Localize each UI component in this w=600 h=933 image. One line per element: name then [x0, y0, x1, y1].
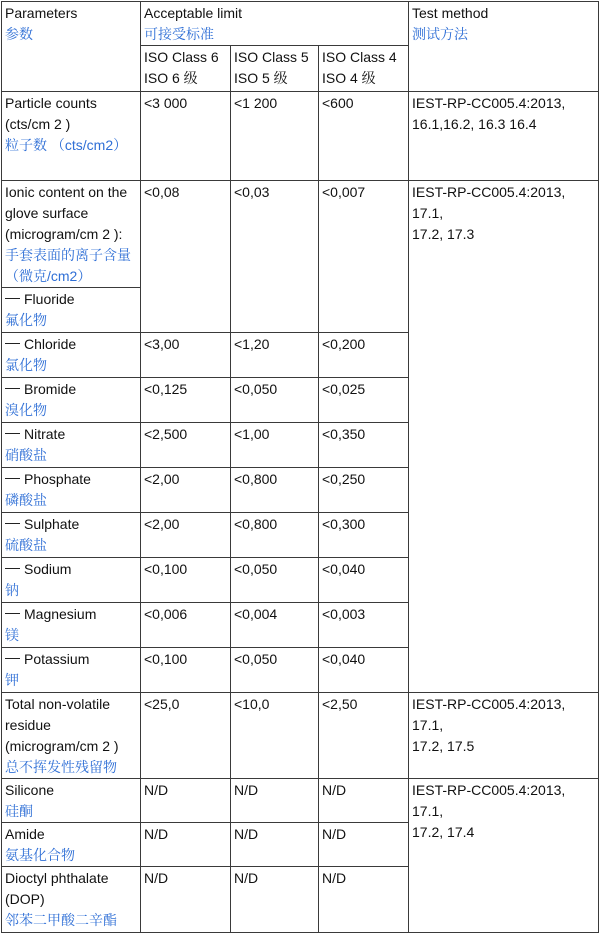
bromide-zh: 溴化物 — [5, 402, 47, 418]
potassium-class5: <0,050 — [231, 648, 319, 693]
chloride-class4: <0,200 — [319, 333, 409, 378]
amide-class5: N/D — [231, 823, 319, 867]
nitrate-class4: <0,350 — [319, 423, 409, 468]
row-particle-counts — [2, 92, 599, 181]
dash-icon — [5, 478, 20, 479]
amide-param — [2, 823, 141, 867]
header-method — [409, 2, 599, 92]
dash-icon — [5, 613, 20, 614]
magnesium-param — [2, 603, 141, 648]
nvr-method-line3: 17.2, 17.5 — [412, 738, 475, 754]
phosphate-class6: <2,00 — [141, 468, 231, 513]
dash-icon — [5, 298, 20, 299]
silicone-param — [2, 779, 141, 823]
chloride-en: Chloride — [24, 336, 77, 352]
sulphate-param — [2, 513, 141, 558]
sulphate-class5: <0,800 — [231, 513, 319, 558]
dash-icon — [5, 433, 20, 434]
particle-method — [409, 92, 599, 181]
row-nvr — [2, 693, 599, 779]
ionic-param — [2, 181, 141, 288]
magnesium-class4: <0,003 — [319, 603, 409, 648]
sodium-zh: 钠 — [5, 582, 19, 598]
particle-class5: <1 200 — [231, 92, 319, 181]
nvr-class5: <10,0 — [231, 693, 319, 779]
header-class-4 — [319, 46, 409, 92]
magnesium-zh: 镁 — [5, 627, 19, 643]
nvr-method — [409, 693, 599, 779]
magnesium-en: Magnesium — [24, 606, 97, 622]
silicone-class4: N/D — [319, 779, 409, 823]
magnesium-class6: <0,006 — [141, 603, 231, 648]
fluoride-zh: 氟化物 — [5, 312, 47, 328]
nvr-param — [2, 693, 141, 779]
phosphate-param — [2, 468, 141, 513]
chloride-zh: 氯化物 — [5, 357, 47, 373]
phosphate-zh: 磷酸盐 — [5, 492, 47, 508]
dop-en: Dioctyl phthalate (DOP) — [5, 870, 109, 907]
ionic-method-line3: 17.2, 17.3 — [412, 226, 475, 242]
extractables-method-line3: 17.2, 17.4 — [412, 824, 475, 840]
dash-icon — [5, 343, 20, 344]
class-4-line1: ISO Class 4 — [322, 49, 397, 65]
header-limit-zh: 可接受标准 — [144, 26, 214, 42]
class-6-line1: ISO Class 6 — [144, 49, 219, 65]
class-5-line2: ISO 5 级 — [234, 70, 288, 86]
nvr-class4: <2,50 — [319, 693, 409, 779]
chloride-param — [2, 333, 141, 378]
extractables-method-line2: 17.1, — [412, 803, 444, 819]
extractables-method-line1: IEST-RP-CC005.4:2013, — [412, 782, 566, 798]
potassium-zh: 钾 — [5, 672, 19, 688]
sulphate-en: Sulphate — [24, 516, 80, 532]
potassium-en: Potassium — [24, 651, 90, 667]
bromide-param — [2, 378, 141, 423]
dop-class4: N/D — [319, 867, 409, 933]
dop-zh: 邻苯二甲酸二辛酯 — [5, 912, 117, 928]
nitrate-en: Nitrate — [24, 426, 66, 442]
amide-class6: N/D — [141, 823, 231, 867]
potassium-class6: <0,100 — [141, 648, 231, 693]
header-parameters — [2, 2, 141, 92]
fluoride-en: Fluoride — [24, 291, 75, 307]
particle-param-en: Particle counts (cts/cm 2 ) — [5, 95, 97, 132]
dop-class5: N/D — [231, 867, 319, 933]
header-method-zh: 测试方法 — [412, 26, 468, 42]
dash-icon — [5, 658, 20, 659]
header-parameters-zh: 参数 — [5, 26, 33, 42]
ionic-class5: <0,03 — [231, 181, 319, 333]
particle-class6: <3 000 — [141, 92, 231, 181]
header-limit — [141, 2, 409, 46]
silicone-class6: N/D — [141, 779, 231, 823]
chloride-class5: <1,20 — [231, 333, 319, 378]
sodium-class5: <0,050 — [231, 558, 319, 603]
silicone-class5: N/D — [231, 779, 319, 823]
fluoride-param — [2, 288, 141, 333]
chloride-class6: <3,00 — [141, 333, 231, 378]
sulphate-class4: <0,300 — [319, 513, 409, 558]
header-parameters-en: Parameters — [5, 5, 78, 21]
nvr-class6: <25,0 — [141, 693, 231, 779]
sulphate-zh: 硫酸盐 — [5, 537, 47, 553]
sodium-en: Sodium — [24, 561, 72, 577]
dash-icon — [5, 568, 20, 569]
dash-icon — [5, 523, 20, 524]
sodium-param — [2, 558, 141, 603]
ionic-class4: <0,007 — [319, 181, 409, 333]
nitrate-class5: <1,00 — [231, 423, 319, 468]
phosphate-class4: <0,250 — [319, 468, 409, 513]
silicone-zh: 硅酮 — [5, 803, 33, 819]
nvr-method-line2: 17.1, — [412, 717, 444, 733]
nvr-param-en: Total non-volatile residue (microgram/cm 2 ) — [5, 696, 119, 754]
extractables-method — [409, 779, 599, 933]
nvr-method-line1: IEST-RP-CC005.4:2013, — [412, 696, 566, 712]
ionic-method-line2: 17.1, — [412, 205, 444, 221]
glove-spec-table — [1, 1, 599, 933]
magnesium-class5: <0,004 — [231, 603, 319, 648]
particle-param-zh: 粒子数 （cts/cm2） — [5, 137, 128, 153]
row-silicone — [2, 779, 599, 823]
phosphate-class5: <0,800 — [231, 468, 319, 513]
particle-param — [2, 92, 141, 181]
nvr-param-zh: 总不挥发性残留物 — [5, 759, 117, 775]
amide-zh: 氨基化合物 — [5, 847, 75, 863]
potassium-class4: <0,040 — [319, 648, 409, 693]
ionic-class6: <0,08 — [141, 181, 231, 333]
sodium-class6: <0,100 — [141, 558, 231, 603]
dash-icon — [5, 388, 20, 389]
dop-class6: N/D — [141, 867, 231, 933]
particle-method-line1: IEST-RP-CC005.4:2013, — [412, 95, 566, 111]
ionic-param-zh: 手套表面的离子含量（微克/cm2） — [5, 247, 131, 284]
class-4-line2: ISO 4 级 — [322, 70, 376, 86]
particle-class4: <600 — [319, 92, 409, 181]
header-class-6 — [141, 46, 231, 92]
header-limit-en: Acceptable limit — [144, 5, 243, 21]
row-ionic-content — [2, 181, 599, 288]
header-method-en: Test method — [412, 5, 489, 21]
phosphate-en: Phosphate — [24, 471, 91, 487]
sodium-class4: <0,040 — [319, 558, 409, 603]
particle-method-line2: 16.1,16.2, 16.3 16.4 — [412, 116, 537, 132]
amide-en: Amide — [5, 826, 45, 842]
ionic-method — [409, 181, 599, 693]
bromide-en: Bromide — [24, 381, 77, 397]
bromide-class4: <0,025 — [319, 378, 409, 423]
class-5-line1: ISO Class 5 — [234, 49, 309, 65]
silicone-en: Silicone — [5, 782, 55, 798]
potassium-param — [2, 648, 141, 693]
nitrate-class6: <2,500 — [141, 423, 231, 468]
ionic-param-en: Ionic content on the glove surface (microgram/cm 2 ): — [5, 184, 128, 242]
sulphate-class6: <2,00 — [141, 513, 231, 558]
nitrate-param — [2, 423, 141, 468]
amide-class4: N/D — [319, 823, 409, 867]
bromide-class5: <0,050 — [231, 378, 319, 423]
ionic-method-line1: IEST-RP-CC005.4:2013, — [412, 184, 566, 200]
class-6-line2: ISO 6 级 — [144, 70, 198, 86]
nitrate-zh: 硝酸盐 — [5, 447, 47, 463]
header-class-5 — [231, 46, 319, 92]
dop-param — [2, 867, 141, 933]
bromide-class6: <0,125 — [141, 378, 231, 423]
